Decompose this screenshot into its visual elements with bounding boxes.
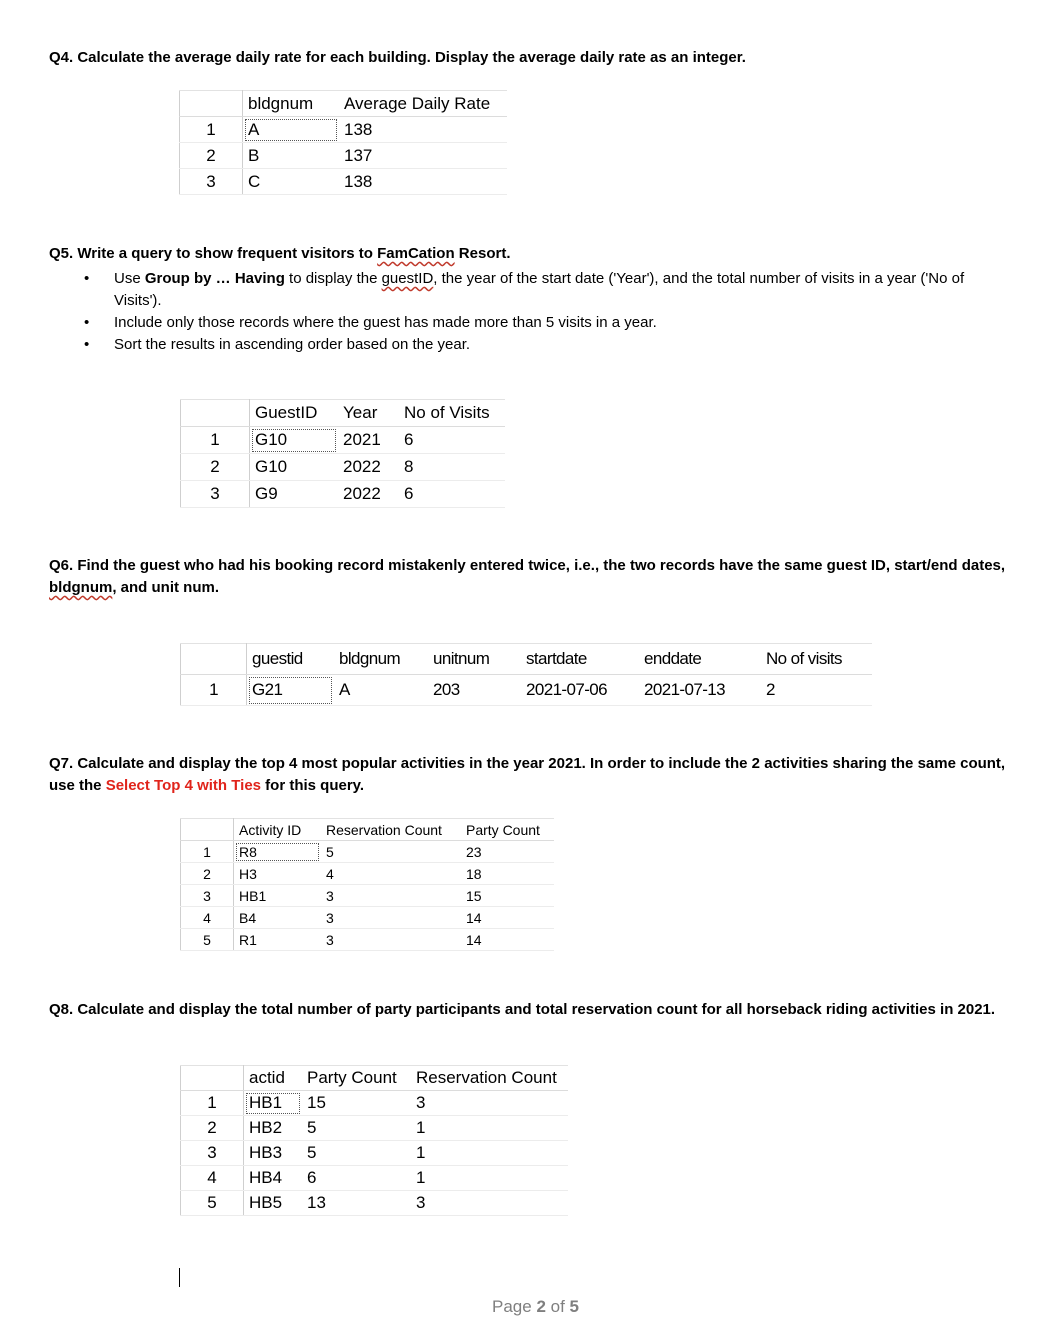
q8-table-cell: 3: [411, 1191, 568, 1216]
page-label: Page: [492, 1297, 537, 1316]
q8-table-row: [181, 1091, 569, 1116]
q7-table-row: [181, 863, 555, 885]
q6-column-header: unitnum: [428, 644, 521, 675]
q7-table-row: [181, 885, 555, 907]
q4-table-cell: C: [243, 169, 340, 195]
q4-table-row: [180, 169, 508, 195]
q8-result-grid: [180, 1065, 568, 1216]
q5-result-grid: [180, 399, 505, 508]
q8-table-cell: 15: [302, 1091, 411, 1116]
q4-table-cell: B: [243, 143, 340, 169]
q5-table-cell: 6: [399, 481, 505, 508]
q8-row-number: 2: [181, 1116, 244, 1141]
q7-row-number: 1: [181, 841, 234, 863]
q4-row-number: 2: [180, 143, 243, 169]
q7-row-number: 4: [181, 907, 234, 929]
q8-table-cell: 5: [302, 1116, 411, 1141]
q5-bullet-1-bold: Group by … Having: [144, 270, 285, 287]
q8-column-header: Reservation Count: [411, 1066, 568, 1091]
q8-row-number: 4: [181, 1166, 244, 1191]
q6-table-cell: 203: [428, 675, 521, 706]
q7-heading-tail: for this query.: [261, 777, 365, 794]
q6-column-header: startdate: [521, 644, 639, 675]
q8-table-row: [181, 1141, 569, 1166]
q8-table-cell: 1: [411, 1116, 568, 1141]
q8-row-number: 3: [181, 1141, 244, 1166]
q4-header-row: [180, 91, 508, 117]
q5-table-cell: 6: [399, 427, 505, 454]
q7-table-cell: 14: [461, 907, 554, 929]
q8-table-cell: HB3: [244, 1141, 303, 1166]
q8-row-number: 1: [181, 1091, 244, 1116]
q7-select-top-ties: Select Top 4 with Ties: [105, 777, 262, 794]
q7-table-cell: 4: [321, 863, 461, 885]
q8-table-row: [181, 1116, 569, 1141]
q7-table-cell: H3: [234, 863, 322, 885]
q4-heading: Q4. Calculate the average daily rate for each building. Display the average daily rate as an integer.: [49, 49, 746, 66]
q7-table-cell: R1: [234, 929, 322, 951]
q5-row-number: 1: [181, 427, 250, 454]
q5-row-number: 3: [181, 481, 250, 508]
q5-table-row: [181, 481, 506, 508]
q4-table-cell: 138: [339, 117, 507, 143]
q4-row-number: 3: [180, 169, 243, 195]
q6-heading-tail: , and unit num.: [112, 579, 219, 596]
q8-row-number: 5: [181, 1191, 244, 1216]
q8-heading: Q8. Calculate and display the total number of party participants and total reservation count for all horseback riding activities in 2021.: [49, 1001, 996, 1018]
q7-row-number: 3: [181, 885, 234, 907]
q7-table-cell: 14: [461, 929, 554, 951]
q5-table-cell: 8: [399, 454, 505, 481]
q5-bullet-1-pre: Use: [114, 270, 145, 287]
q6-table-cell: G21: [247, 675, 335, 706]
q5-table-cell: 2021: [338, 427, 399, 454]
q6-column-header: guestid: [247, 644, 335, 675]
q7-table-cell: 5: [321, 841, 461, 863]
q5-bullet-3: • Sort the results in ascending order based on the year.: [84, 334, 1004, 356]
q7-table-cell: 3: [321, 929, 461, 951]
q5-bullet-list: [84, 268, 1004, 356]
q7-table-cell: R8: [234, 841, 322, 863]
q5-table-cell: G10: [250, 427, 339, 454]
q5-bullet-1-mid: to display the: [284, 270, 382, 287]
q5-corner-cell: [181, 400, 250, 427]
page-number: [492, 1297, 579, 1317]
q8-table-cell: 1: [411, 1141, 568, 1166]
q7-column-header: Activity ID: [234, 819, 322, 841]
q4-table-cell: 137: [339, 143, 507, 169]
q7-table-cell: B4: [234, 907, 322, 929]
page-of: of: [545, 1297, 570, 1316]
q5-table-cell: G10: [250, 454, 339, 481]
q6-heading-text: Q6. Find the guest who had his booking record mistakenly entered twice, i.e., the two records have the same guest ID, start/end dates,: [49, 557, 1006, 574]
q6-corner-cell: [181, 644, 247, 675]
q4-corner-cell: [180, 91, 243, 117]
q5-table-cell: G9: [250, 481, 339, 508]
q5-table-row: [181, 427, 506, 454]
q7-heading-text: Q7. Calculate and display the top 4 most popular activities in the year 2021. In order to include the 2 activities sharing the same count, use the: [49, 755, 1006, 794]
q6-bldgnum-word: bldgnum: [49, 579, 113, 596]
q8-header-row: [181, 1066, 569, 1091]
q6-table-row: [181, 675, 873, 706]
q5-heading: [49, 243, 1019, 265]
q5-header-row: [181, 400, 506, 427]
q7-heading: [49, 753, 1019, 797]
q7-result-grid: [180, 818, 554, 951]
q4-table-cell: 138: [339, 169, 507, 195]
q8-table-cell: HB4: [244, 1166, 303, 1191]
q8-table-cell: 5: [302, 1141, 411, 1166]
q5-bullet-1: [84, 268, 1004, 312]
q7-row-number: 5: [181, 929, 234, 951]
q6-table-cell: 2: [761, 675, 872, 706]
q8-column-header: Party Count: [302, 1066, 411, 1091]
q8-table-cell: 6: [302, 1166, 411, 1191]
q5-column-header: GuestID: [250, 400, 339, 427]
q7-table-row: [181, 907, 555, 929]
q6-table-cell: A: [334, 675, 428, 706]
q7-table-row: [181, 929, 555, 951]
q4-table-row: [180, 143, 508, 169]
q6-column-header: bldgnum: [334, 644, 428, 675]
q7-column-header: Reservation Count: [321, 819, 461, 841]
q5-heading-tail: Resort.: [454, 245, 511, 262]
q7-table-row: [181, 841, 555, 863]
q8-column-header: actid: [244, 1066, 303, 1091]
q8-table-cell: 13: [302, 1191, 411, 1216]
q5-table-cell: 2022: [338, 454, 399, 481]
q8-table-cell: 1: [411, 1166, 568, 1191]
q6-table-cell: 2021-07-13: [639, 675, 761, 706]
q5-bullet-1-guestid: guestID: [381, 270, 434, 287]
q8-table-cell: HB2: [244, 1116, 303, 1141]
q4-table-row: [180, 117, 508, 143]
q5-table-cell: 2022: [338, 481, 399, 508]
q5-row-number: 2: [181, 454, 250, 481]
q5-heading-text: Q5. Write a query to show frequent visitors to: [49, 245, 378, 262]
q8-table-row: [181, 1166, 569, 1191]
q4-table-cell: A: [243, 117, 340, 143]
q4-column-header: Average Daily Rate: [339, 91, 507, 117]
q6-table-cell: 2021-07-06: [521, 675, 639, 706]
q6-header-row: [181, 644, 873, 675]
q7-table-cell: 3: [321, 885, 461, 907]
page-current: 2: [536, 1297, 546, 1316]
q8-table-cell: HB1: [244, 1091, 303, 1116]
q8-table-cell: HB5: [244, 1191, 303, 1216]
q7-table-cell: 3: [321, 907, 461, 929]
q7-column-header: Party Count: [461, 819, 554, 841]
q5-table-row: [181, 454, 506, 481]
q7-row-number: 2: [181, 863, 234, 885]
q6-result-grid: [180, 643, 872, 706]
page-total: 5: [569, 1297, 579, 1316]
q8-corner-cell: [181, 1066, 244, 1091]
q5-column-header: Year: [338, 400, 399, 427]
q7-table-cell: HB1: [234, 885, 322, 907]
q4-result-grid: [179, 90, 507, 195]
q7-table-cell: 23: [461, 841, 554, 863]
q5-column-header: No of Visits: [399, 400, 505, 427]
q5-resort-name: FamCation: [377, 245, 455, 262]
q7-header-row: [181, 819, 555, 841]
q4-column-header: bldgnum: [243, 91, 340, 117]
q7-corner-cell: [181, 819, 234, 841]
q6-heading: [49, 555, 1019, 599]
q6-row-number: 1: [181, 675, 247, 706]
q6-column-header: enddate: [639, 644, 761, 675]
q8-table-row: [181, 1191, 569, 1216]
q4-row-number: 1: [180, 117, 243, 143]
q5-bullet-1-post: , the year of the start date ('Year'), and the total number of visits in a year ('No of Visits').: [114, 270, 965, 309]
q7-table-cell: 18: [461, 863, 554, 885]
q8-table-cell: 3: [411, 1091, 568, 1116]
q7-table-cell: 15: [461, 885, 554, 907]
q5-bullet-2: • Include only those records where the guest has made more than 5 visits in a year.: [84, 312, 1004, 334]
q6-column-header: No of visits: [761, 644, 872, 675]
text-cursor: [179, 1268, 180, 1287]
